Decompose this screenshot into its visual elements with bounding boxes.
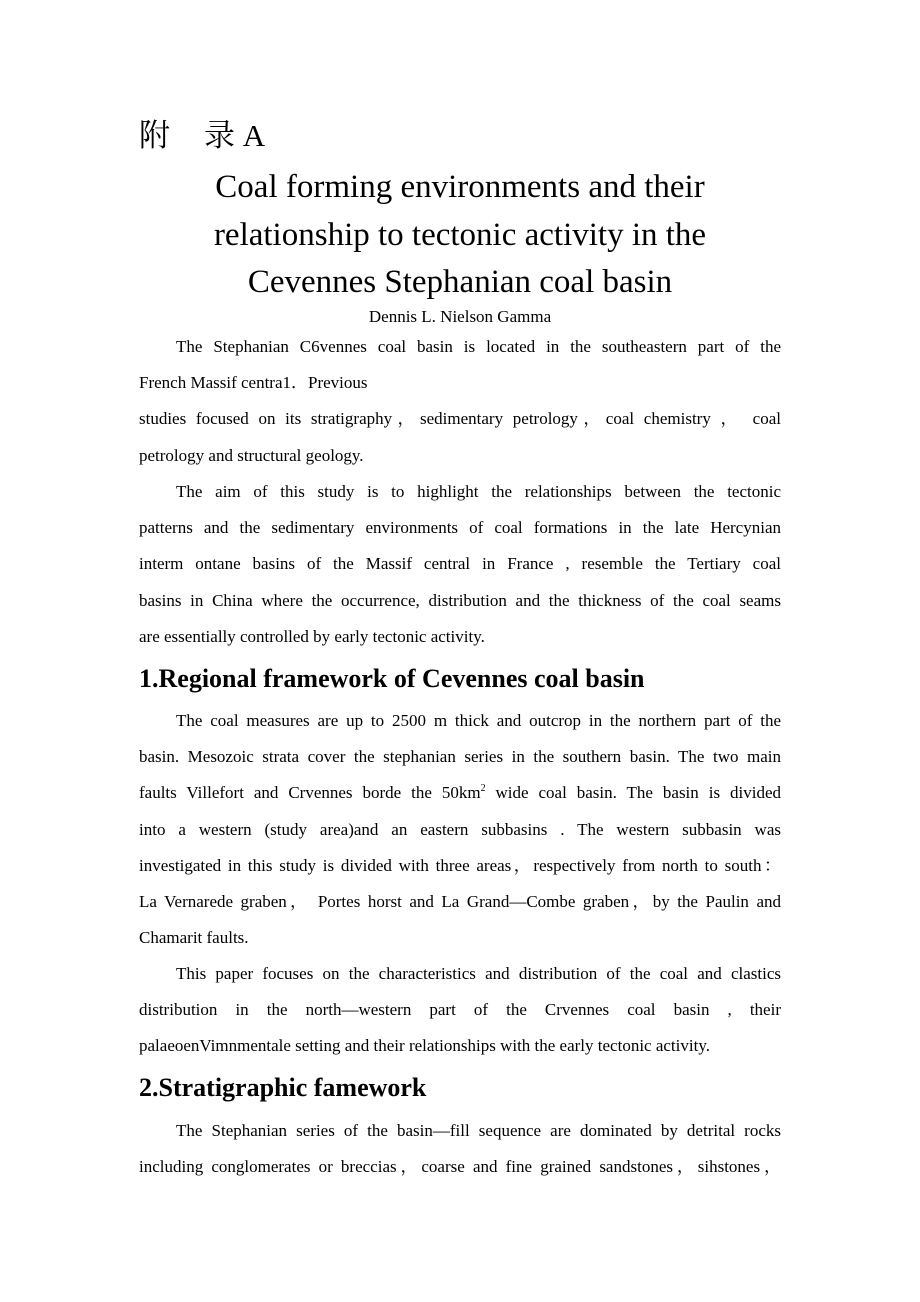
- text-fragment: wide coal basin. The basin is divided: [485, 783, 781, 803]
- text-line: basins in China where the occurrence, distribution and the thickness of the coal seams: [139, 590, 781, 610]
- text-line: studies focused on its stratigraphy，sedimentary petrology，coal chemistry ， coal: [139, 409, 781, 429]
- text-line: investigated in this study is divided with three areas，respectively from north to south：: [139, 855, 781, 875]
- text-line: patterns and the sedimentary environments of coal formations in the late Hercynian: [139, 518, 781, 538]
- text-line: are essentially controlled by early tectonic activity.: [139, 626, 485, 646]
- paper-title: [139, 164, 781, 307]
- appendix-label-letter: 录 A: [204, 118, 266, 153]
- text-line: including conglomerates or breccias，coarse and fine grained sandstones，sihstones，: [139, 1157, 781, 1177]
- text-line: The Stephanian series of the basin—fill sequence are dominated by detrital rocks: [176, 1121, 781, 1140]
- appendix-label-char: 附: [139, 118, 170, 153]
- intro-paragraph-1: [139, 329, 781, 474]
- title-line: Coal forming environments and their: [215, 169, 705, 205]
- title-line: relationship to tectonic activity in the: [213, 216, 707, 253]
- appendix-label: [139, 116, 265, 156]
- section1-paragraph-1: [139, 703, 781, 956]
- section-heading-2: 2.Stratigraphic famework: [139, 1073, 427, 1102]
- text-line: The aim of this study is to highlight the relationships between the tectonic: [176, 482, 781, 501]
- author-line: Dennis L. Nielson Gamma: [368, 307, 552, 326]
- text-line: This paper focuses on the characteristics and distribution of the coal and clastics: [176, 964, 781, 983]
- intro-paragraph-2: [139, 474, 781, 655]
- text-fragment: faults Villefort and Crvennes borde the 50km: [139, 783, 481, 803]
- text-line: basin. Mesozoic strata cover the stephanian series in the southern basin. The two main: [139, 747, 781, 767]
- text-line: petrology and structural geology.: [139, 445, 364, 465]
- section-heading-1: 1.Regional framework of Cevennes coal basin: [139, 664, 645, 693]
- section2-paragraph-1: [139, 1113, 781, 1185]
- text-line: interm ontane basins of the Massif central in France , resemble the Tertiary coal: [139, 554, 781, 574]
- text-line: [139, 775, 781, 811]
- text-line: Chamarit faults.: [139, 928, 249, 948]
- text-line: distribution in the north—western part of the Crvennes coal basin , their: [139, 1000, 781, 1020]
- text-line: The Stephanian C6vennes coal basin is located in the southeastern part of the: [176, 337, 781, 356]
- text-line: palaeoenVimnmentale setting and their relationships with the early tectonic activity.: [139, 1036, 710, 1056]
- text-line: into a western (study area)and an eastern subbasins . The western subbasin was: [139, 819, 781, 839]
- text-line: French Massif centra1．Previous: [139, 373, 368, 393]
- text-line: The coal measures are up to 2500 m thick and outcrop in the northern part of the: [176, 711, 781, 730]
- text-line: La Vernarede graben， Portes horst and La Grand—Combe graben，by the Paulin and: [139, 891, 781, 911]
- title-line: Cevennes Stephanian coal basin: [247, 264, 673, 300]
- section1-paragraph-2: [139, 956, 781, 1065]
- superscript: 2: [480, 783, 486, 795]
